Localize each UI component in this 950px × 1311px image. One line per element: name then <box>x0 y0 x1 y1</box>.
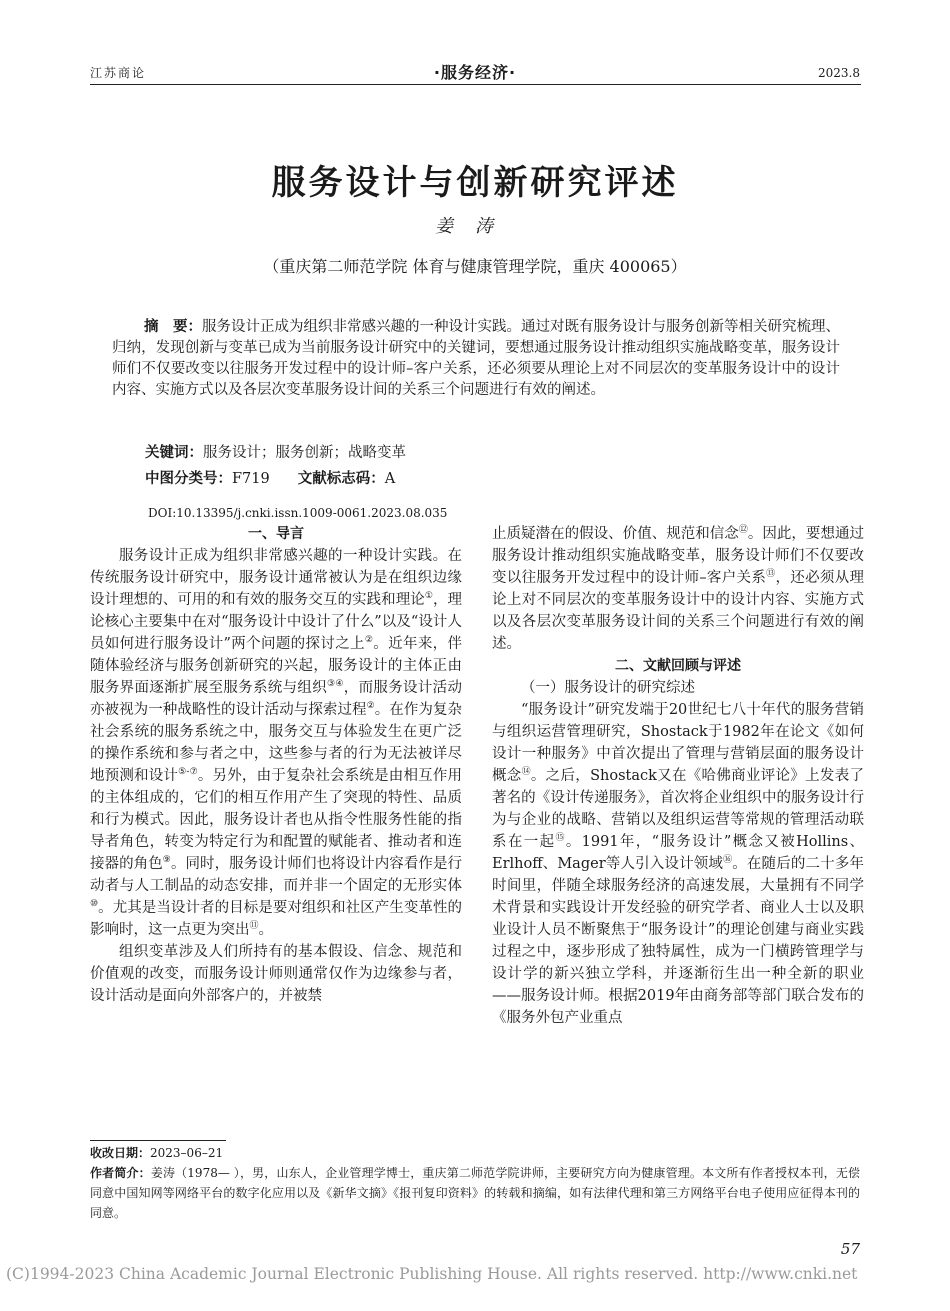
left-column <box>90 523 462 1007</box>
footnote-ref: ③④ <box>327 679 344 690</box>
footnote-ref: ① <box>424 591 433 602</box>
journal-name: 江苏商论 <box>90 66 147 80</box>
header-rule <box>90 84 861 85</box>
article-title: 服务设计与创新研究评述 <box>271 163 679 203</box>
subsection-heading: （一）服务设计的研究综述 <box>521 680 695 696</box>
classification <box>145 467 395 488</box>
footnote-ref: ⑪ <box>249 921 259 932</box>
footnote-ref: ⑯ <box>723 855 733 866</box>
footnote-ref: ⑮ <box>555 833 566 844</box>
footnote-ref: ⑩ <box>90 899 99 910</box>
abstract-label: 摘 要： <box>144 319 202 335</box>
doi: DOI:10.13395/j.cnki.issn.1009-0061.2023.08.035 <box>148 506 448 520</box>
footnote-rule <box>90 1140 226 1141</box>
abstract <box>112 317 840 401</box>
right-column <box>492 523 864 1029</box>
copyright-watermark: (C)1994-2023 China Academic Journal Electronic Publishing House. All rights reserved. http://www.cnki.net <box>6 1265 858 1283</box>
author-affiliation: （重庆第二师范学院 体育与健康管理学院，重庆 400065） <box>263 257 687 276</box>
paragraph: 止质疑潜在的假设、价值、规范和信念⑫。因此，要想通过服务设计推动组织实施战略变革，服务设计师们不仅要改变以往服务开发过程中的设计师–客户关系⑬，还必须从理论上对不同层次的变革服务设计中的设计内容、实施方式以及各层次变革服务设计间的关系三个问题进行有效的阐述。 <box>492 525 864 652</box>
paragraph: “服务设计”研究发端于20世纪七八十年代的服务营销与组织运营管理研究，Shostack于1982年在论文《如何设计一种服务》中首次提出了管理与营销层面的服务设计概念⑭。之后，Shostack又在《哈佛商业评论》上发表了著名的《设计传递服务》，首次将企业组织中的服务设计行为与企业的战略、营销以及组织运营等常规的管理活动联系在一起⑮。1991年，“服务设计”概念又被Hollins、Erlhoff、Mager等人引入设计领域⑯。在随后的二十多年时间里，伴随全球服务经济的高速发展，大量拥有不同学术背景和实践设计开发经验的研究学者、商业人士以及职业设计人员不断聚焦于“服务设计”的理论创建与商业实践过程之中，逐步形成了独特属性，成为一门横跨管理学与设计学的新兴独立学科，并逐渐衍生出一种全新的职业——服务设计师。根据2019年由商务部等部门联合发布的《服务外包产业重点 <box>492 702 865 1026</box>
paragraph: 服务设计正成为组织非常感兴趣的一种设计实践。在传统服务设计研究中，服务设计通常被认为是在组织边缘设计理想的、可用的和有效的服务交互的实践和理论①，理论核心主要集中在对“服务设计中设计了什么”以及“设计人员如何进行服务设计”两个问题的探讨之上②。近年来，伴随体验经济与服务创新研究的兴起，服务设计的主体正由服务界面逐渐扩展至服务系统与组织③④，而服务设计活动亦被视为一种战略性的设计活动与探索过程②。在作为复杂社会系统的服务系统之中，服务交互与体验发生在更广泛的操作系统和参与者之中，这些参与者的行为无法被详尽地预测和设计⑤-⑦。另外，由于复杂社会系统是由相互作用的主体组成的，它们的相互作用产生了突现的特性、品质和行为模式。因此，服务设计者也从指令性服务性能的指导者角色，转变为特定行为和配置的赋能者、推动者和连接器的角色⑨。同时，服务设计师们也将设计内容看作是行动者与人工制品的动态安排，而并非一个固定的无形实体⑩。尤其是当设计者的目标是要对组织和社区产生变革性的影响时，这一点更为突出⑪。 <box>90 548 463 938</box>
author-bio: 作者简介：姜涛（1978— ），男，山东人，企业管理学博士，重庆第二师范学院讲师，主要研究方向为健康管理。本文所有作者授权本刊，无偿同意中国知网等网络平台的数字化应用以及《新华文摘》《报刊复印资料》的转载和摘编，如有法律代理和第三方网络平台电子使用应征得本刊的同意。 <box>90 1166 860 1220</box>
footnote-ref: ② <box>366 701 375 712</box>
keywords-label: 关键词： <box>145 445 203 461</box>
footnote-ref: ⑫ <box>738 525 748 536</box>
keywords-text: 服务设计；服务创新；战略变革 <box>203 445 406 461</box>
section-heading-intro: 一、导言 <box>248 526 304 542</box>
section-heading-review: 二、文献回顾与评述 <box>615 658 741 674</box>
received-date: 收改日期：2023–06–21 <box>90 1146 224 1160</box>
section-header: ·服务经济· <box>433 63 517 82</box>
footnote-ref: ⑭ <box>521 767 531 778</box>
footnote-ref: ⑤-⑦ <box>178 767 198 778</box>
doc-code: A <box>384 471 396 487</box>
page-number: 57 <box>840 1240 860 1258</box>
issue-number: 2023.8 <box>818 66 860 80</box>
footnote-ref: ⑨ <box>162 855 171 866</box>
footnote-ref: ⑬ <box>766 569 776 580</box>
footnote-ref: ② <box>364 635 374 646</box>
author-name: 姜涛 <box>435 216 515 237</box>
doc-code-label: 文献标志码： <box>297 471 385 487</box>
clc-code: F719 <box>232 471 270 487</box>
paragraph: 组织变革涉及人们所持有的基本假设、信念、规范和价值观的改变，而服务设计师则通常仅作为边缘参与者，设计活动是面向外部客户的，并被禁 <box>90 944 462 1004</box>
clc-label: 中图分类号： <box>145 471 232 487</box>
abstract-text: 服务设计正成为组织非常感兴趣的一种设计实践。通过对既有服务设计与服务创新等相关研究梳理、归纳，发现创新与变革已成为当前服务设计研究中的关键词，要想通过服务设计推动组织实施战略变革，服务设计师们不仅要改变以往服务开发过程中的设计师–客户关系，还必须要从理论上对不同层次的变革服务设计中的设计内容、实施方式以及各层次变革服务设计间的关系三个问题进行有效的阐述。 <box>112 319 840 398</box>
keywords <box>145 441 406 462</box>
